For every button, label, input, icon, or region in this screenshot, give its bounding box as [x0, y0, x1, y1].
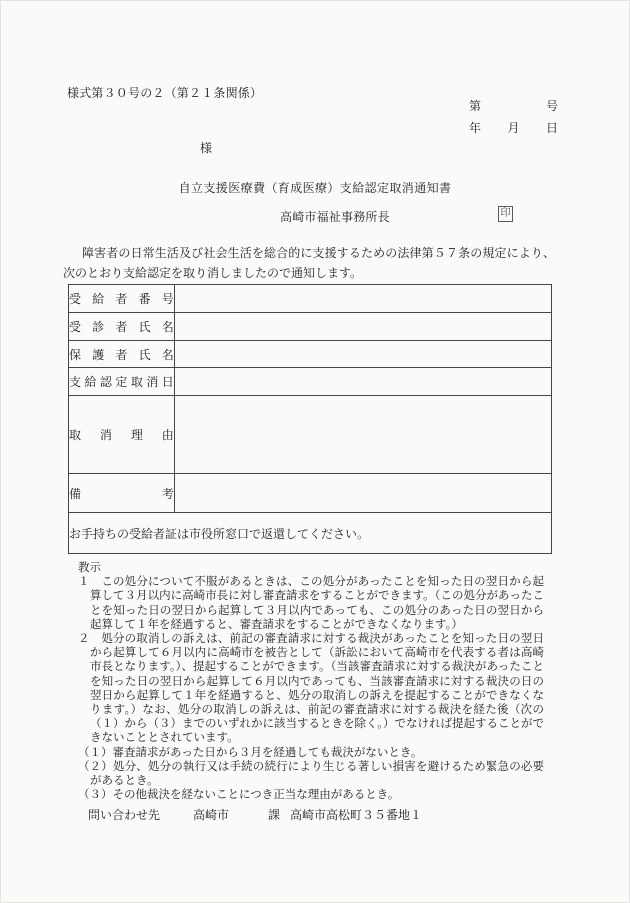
row-value-patient-name: [175, 313, 552, 341]
row-label-guardian-name: 保護者氏名: [69, 341, 175, 368]
row-value-recipient-number: [175, 285, 552, 313]
return-certificate-note: お手持ちの受給者証は市役所窓口で返還してください。: [69, 513, 552, 554]
contact-label: 問い合わせ先: [88, 808, 161, 822]
row-value-cancellation-reason: [175, 396, 552, 474]
doc-number-suffix: 号: [545, 99, 558, 113]
instruction-subitem-3: （３）その他裁決を経ないことにつき正当な理由があるとき。: [78, 789, 400, 802]
doc-number-prefix: 第: [469, 99, 482, 113]
doc-number-line: [469, 97, 558, 114]
row-label-recipient-number: 受給者番号: [69, 285, 175, 313]
table-row: [69, 474, 552, 513]
intro-paragraph: 障害者の日常生活及び社会生活を総合的に支援するための法律第５７条の規定により、次のとおり支給認定を取り消しましたので通知します。: [63, 246, 555, 280]
row-label-cancellation-date: 支給認定取消日: [69, 368, 175, 396]
table-row: [69, 396, 552, 474]
table-row: [69, 285, 552, 313]
seal-stamp-icon: 印: [498, 206, 513, 222]
date-day-label: 日: [545, 121, 558, 135]
instruction-subitem-1: （１）審査請求があった日から３月を経過しても裁決がないとき。: [78, 746, 423, 759]
instructions-section: [78, 561, 544, 802]
instruction-subitem-2: （２）処分、処分の執行又は手続の続行により生じる著しい損害を避けるため緊急の必要があるとき。: [78, 760, 544, 788]
row-value-remarks: [175, 474, 552, 513]
recipient-table: [68, 284, 552, 554]
row-label-cancellation-reason: 取消理由: [69, 396, 175, 474]
issuer-name: 高崎市福祉事務所長: [280, 210, 390, 224]
addressee-honorific: 様: [200, 141, 213, 155]
row-label-remarks: 備考: [69, 474, 175, 513]
contact-address: 高崎市高松町３５番地１: [290, 808, 423, 822]
date-year-label: 年: [469, 121, 482, 135]
instruction-item-2: ２ 処分の取消しの訴えは、前記の審査請求に対する裁決があったことを知った日の翌日から起算して６月以内に高崎市を被告として（訴訟において高崎市を代表する者は高崎市長となります。）、提起することができます。（当該審査請求に対する裁決があったことを知った日の翌日から起算して６月以内であっても、当該審査請求に対する裁決の日の翌日から起算して１年を経過すると、処分の取消しの訴えを提起することができなくなります。）なお、処分の取消しの訴えは、前記の審査請求に対する裁決を経た後（次の（１）から（３）までのいずれかに該当するときを除く。）でなければ提起することができないこととされています。: [78, 633, 545, 745]
date-line: [469, 119, 558, 136]
contact-city: 高崎市: [193, 808, 230, 822]
row-label-patient-name: 受診者氏名: [69, 313, 175, 341]
table-note-row: [69, 513, 552, 554]
table-row: [69, 341, 552, 368]
document-title: 自立支援医療費（育成医療）支給認定取消通知書: [178, 181, 452, 195]
date-month-label: 月: [507, 121, 520, 135]
table-row: [69, 368, 552, 396]
instruction-item-1: １ この処分について不服があるときは、この処分があったことを知った日の翌日から起算して３月以内に高崎市長に対し審査請求をすることができます。（この処分があったことを知った日の翌日から起算して３月以内であっても、この処分のあった日の翌日から起算して１年を経過すると、審査請求をすることができなくなります。）: [78, 576, 544, 631]
row-value-cancellation-date: [175, 368, 552, 396]
instructions-heading: 教示: [78, 562, 101, 574]
form-number: 様式第３０号の２（第２１条関係）: [67, 86, 263, 100]
contact-department: 課: [268, 808, 281, 822]
table-row: [69, 313, 552, 341]
row-value-guardian-name: [175, 341, 552, 368]
